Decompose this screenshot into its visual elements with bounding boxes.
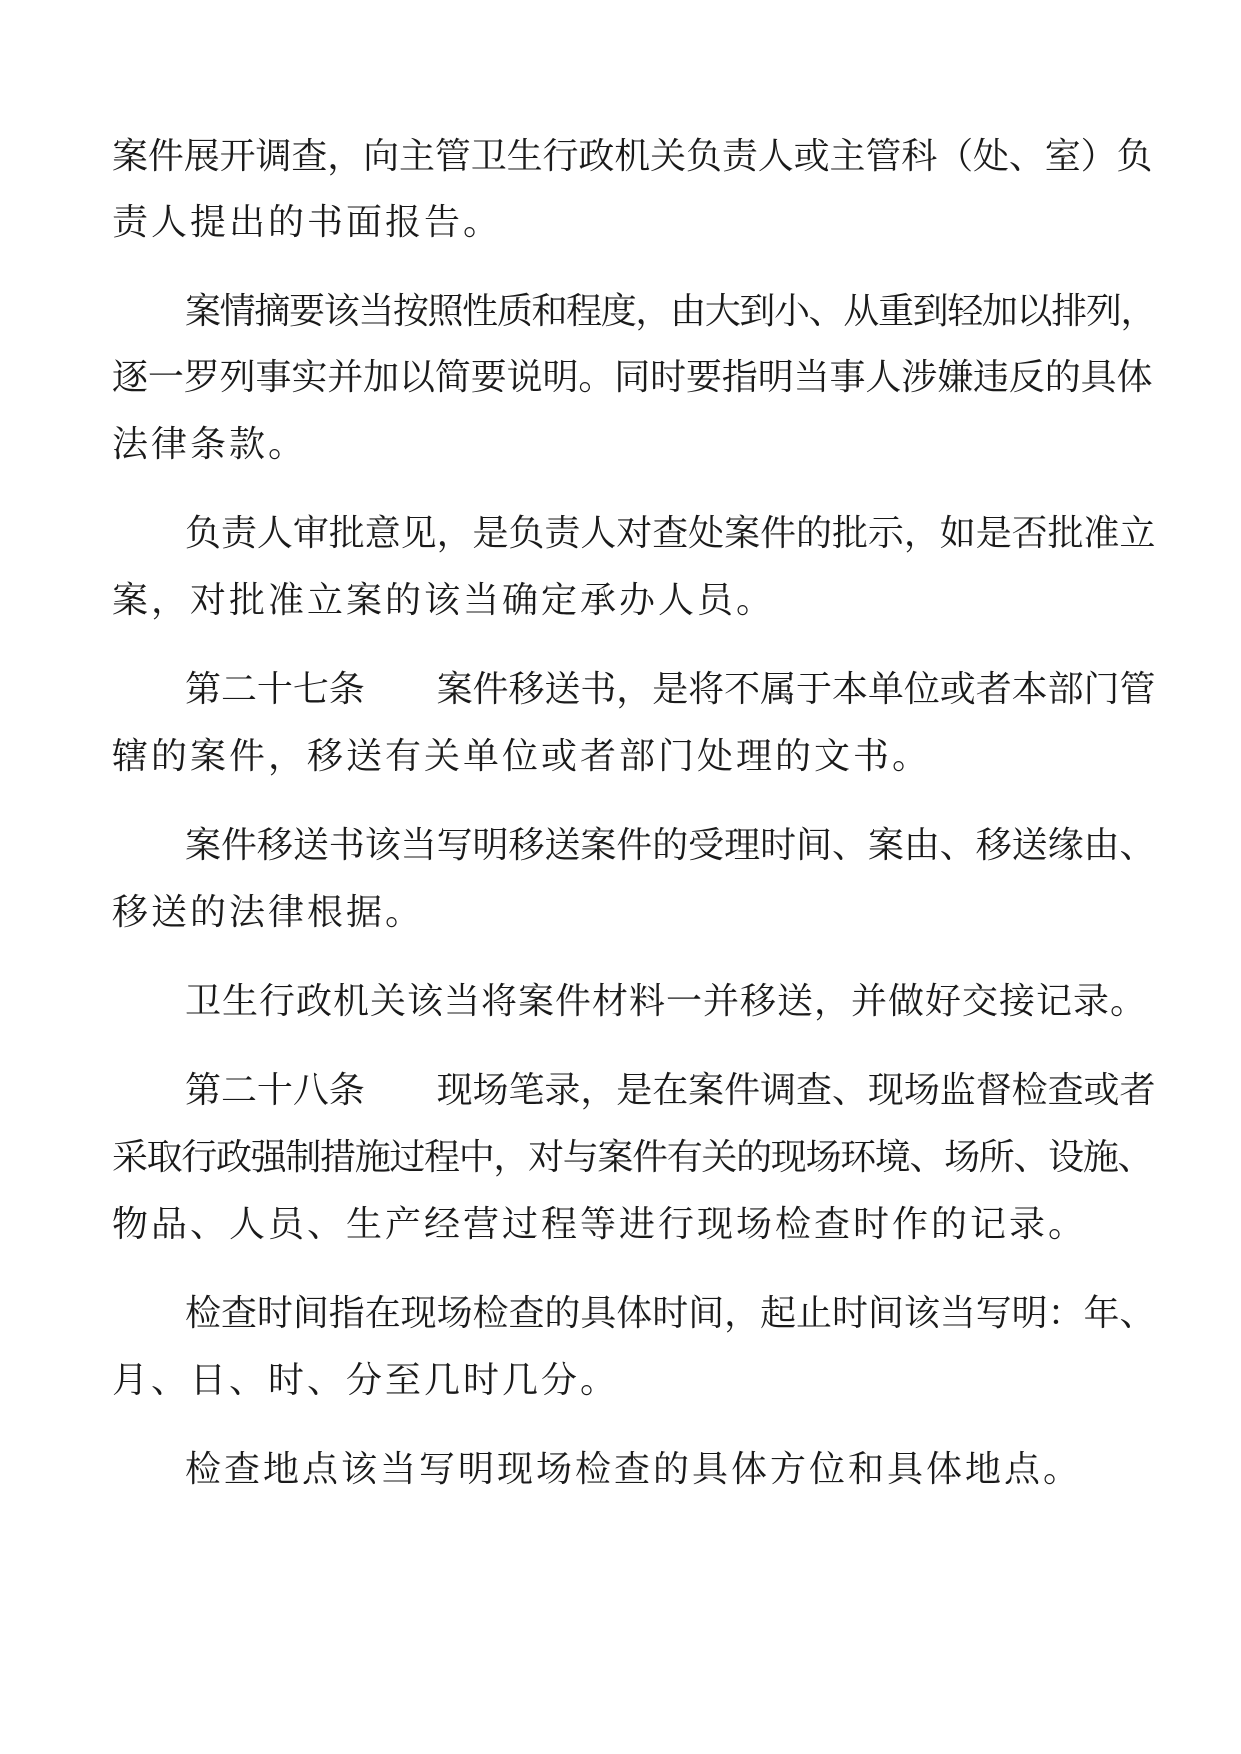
text-line: 检查时间指在现场检查的具体时间，起止时间该当写明：年、 [185, 1293, 1155, 1334]
text-line: 负责人审批意见，是负责人对查处案件的批示，如是否批准立 [185, 513, 1155, 554]
text-line: 案件移送书该当写明移送案件的受理时间、案由、移送缘由、 [185, 825, 1155, 866]
text-line: 移送的法律根据。 [112, 892, 425, 933]
text-line: 检查地点该当写明现场检查的具体方位和具体地点。 [185, 1449, 1083, 1490]
text-line: 案件展开调查，向主管卫生行政机关负责人或主管科（处、室）负 [112, 136, 1152, 177]
text-line: 采取行政强制措施过程中，对与案件有关的现场环境、场所、设施、 [112, 1137, 1152, 1178]
text-line: 物品、人员、生产经营过程等进行现场检查时作的记录。 [112, 1204, 1088, 1245]
text-line: 案，对批准立案的该当确定承办人员。 [112, 580, 776, 621]
text-line: 辖的案件，移送有关单位或者部门处理的文书。 [112, 736, 932, 777]
text-line: 逐一罗列事实并加以简要说明。同时要指明当事人涉嫌违反的具体 [112, 357, 1152, 398]
text-line: 卫生行政机关该当将案件材料一并移送，并做好交接记录。 [185, 981, 1148, 1022]
text-line: 责人提出的书面报告。 [112, 202, 503, 243]
text-line: 法律条款。 [112, 424, 308, 465]
text-line: 案情摘要该当按照性质和程度，由大到小、从重到轻加以排列， [185, 291, 1155, 332]
text-line: 月、日、时、分至几时几分。 [112, 1360, 620, 1401]
text-line: 第二十七条 案件移送书，是将不属于本单位或者本部门管 [185, 669, 1155, 710]
text-line: 第二十八条 现场笔录，是在案件调查、现场监督检查或者 [185, 1070, 1155, 1111]
